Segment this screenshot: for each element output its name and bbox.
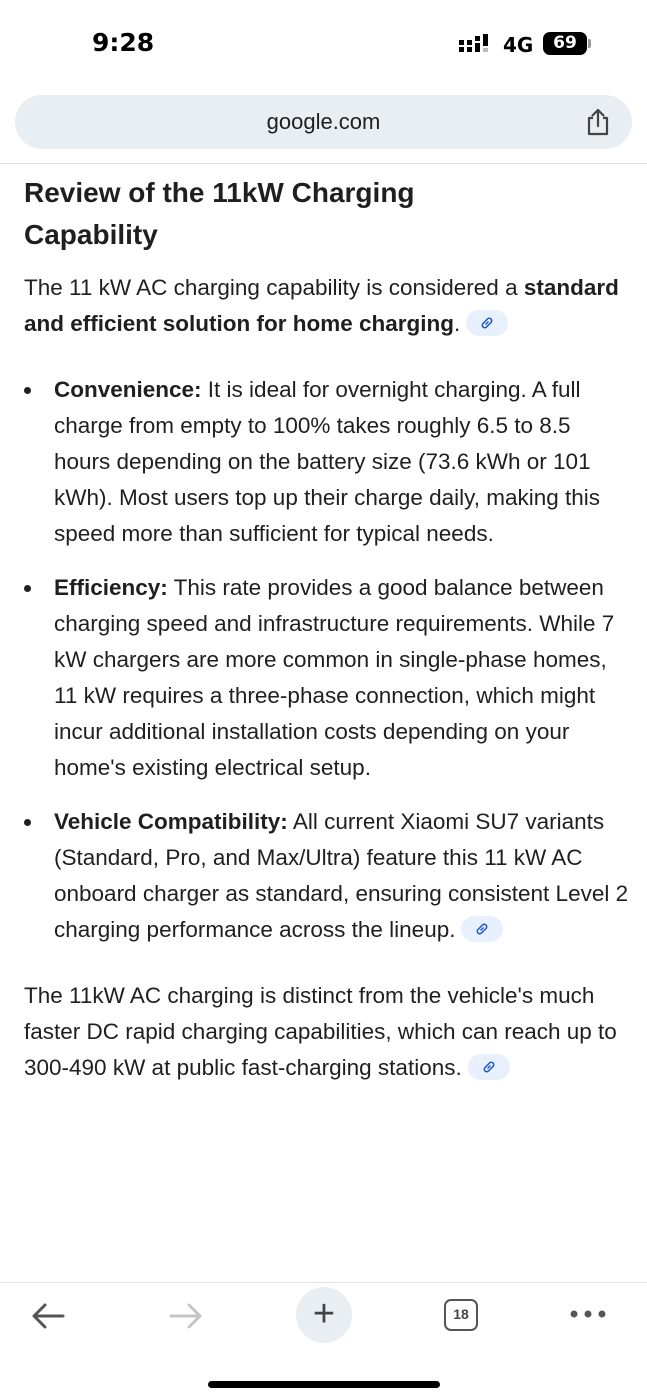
bullet-title: Convenience:	[54, 377, 202, 402]
list-item	[24, 570, 629, 786]
share-icon[interactable]	[584, 107, 612, 137]
source-link-button[interactable]	[466, 310, 508, 336]
battery-cap	[588, 39, 591, 48]
status-bar	[0, 0, 647, 90]
arrow-left-icon[interactable]	[28, 1298, 68, 1334]
more-horizontal-icon[interactable]	[568, 1307, 608, 1321]
link-icon	[475, 922, 489, 936]
bullet-title: Efficiency:	[54, 575, 168, 600]
article-heading: Review of the 11kW Charging Capability	[24, 177, 415, 250]
closing-paragraph	[24, 978, 629, 1086]
bullet-list	[24, 372, 629, 948]
source-link-button[interactable]	[468, 1054, 510, 1080]
article-content	[24, 172, 629, 1086]
list-item	[24, 804, 629, 948]
bullet-text: It is ideal for overnight charging. A full charge from empty to 100% takes roughly 6.5 to 8.5 hours depending on the battery size (73.6 kWh or 101 kWh). Most users top up their charge daily, making this speed more than sufficient for typical needs.	[54, 377, 601, 546]
cellular-signal-icon	[459, 34, 493, 54]
list-item	[24, 372, 629, 552]
address-bar[interactable]	[15, 95, 632, 149]
url-text[interactable]: google.com	[266, 109, 381, 134]
intro-bold-text: standard and efficient solution for home charging	[24, 275, 619, 336]
source-link-button[interactable]	[461, 916, 503, 942]
bullet-title: Vehicle Compatibility:	[54, 809, 288, 834]
link-icon	[480, 316, 494, 330]
closing-text: The 11kW AC charging is distinct from the vehicle's much faster DC rapid charging capabilities, which can reach up to 300-490 kW at public fast-charging stations.	[24, 983, 617, 1080]
bullet-dot	[24, 585, 31, 592]
tab-switcher-button[interactable]	[444, 1299, 478, 1331]
link-icon	[482, 1060, 496, 1074]
bullet-text: This rate provides a good balance between charging speed and infrastructure requirements. While 7 kW chargers are more common in single-phase homes, 11 kW requires a three-phase connection, which might incur additional installation costs depending on your home's existing electrical setup.	[54, 575, 615, 780]
intro-text: The 11 kW AC charging capability is considered a	[24, 275, 524, 300]
battery-indicator: 69	[543, 32, 587, 55]
plus-icon: +	[312, 1293, 336, 1335]
home-indicator	[208, 1381, 440, 1388]
status-time: 9:28	[92, 28, 155, 57]
arrow-right-icon[interactable]	[166, 1298, 206, 1334]
divider	[0, 163, 647, 164]
tab-count: 18	[453, 1306, 469, 1322]
bullet-text: All current Xiaomi SU7 variants (Standard, Pro, and Max/Ultra) feature this 11 kW AC onboard charger as standard, ensuring consistent Level 2 charging performance across the lineup.	[54, 809, 629, 942]
bullet-dot	[24, 819, 31, 826]
network-type: 4G	[503, 33, 534, 57]
intro-paragraph	[24, 270, 629, 342]
bullet-dot	[24, 387, 31, 394]
intro-end: .	[454, 311, 461, 336]
new-tab-button[interactable]	[296, 1287, 352, 1343]
